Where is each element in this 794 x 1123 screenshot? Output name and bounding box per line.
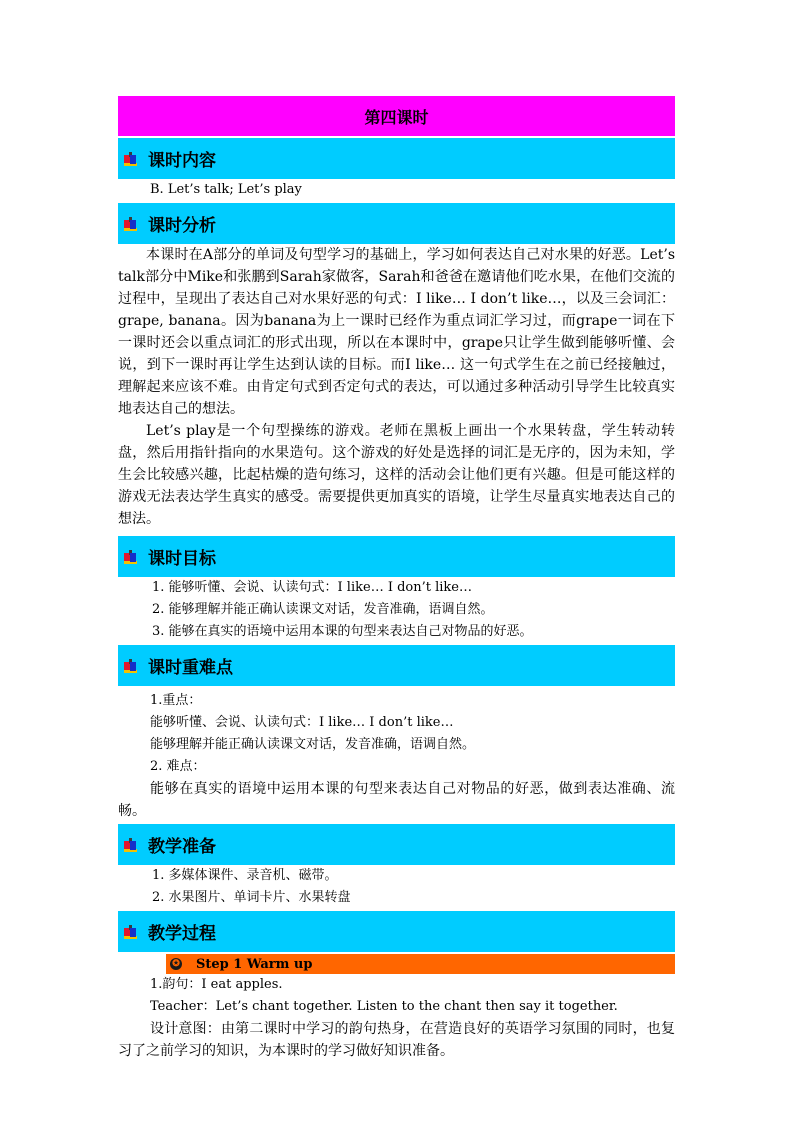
book-icon xyxy=(124,550,138,564)
list-item: 1. 多媒体课件、录音机、磁带。 xyxy=(152,868,338,883)
section-header-key-points xyxy=(118,645,675,686)
page-title: 第四课时 xyxy=(118,96,675,136)
section-heading: 课时内容 xyxy=(148,151,216,171)
section-heading: 课时目标 xyxy=(148,549,216,569)
section-heading: 课时分析 xyxy=(148,216,216,236)
analysis-paragraph-1: 本课时在A部分的单词及句型学习的基础上，学习如何表达自己对水果的好恶。Let’s talk部分中Mike和张鹏到Sarah家做客，Sarah和爸爸在邀请他们吃水果，在他们交流的过程中，呈现出了表达自己对水果好恶的句式：I like… I don’t like…，以及三会词汇：grape, banana。因为banana为上一课时已经作为重点词汇学习过，而grape一词在下一课时还会以重点词汇的形式出现，所以在本课时中，grape只让学生做到能够听懂、会说，到下一课时再让学生达到认读的目标。而I like… 这一句式学生在之前已经接触过，理解起来应该不难。由肯定句式到否定句式的表达，可以通过多种活动引导学生比较真实地表达自己的想法。 xyxy=(118,247,675,417)
book-icon xyxy=(124,659,138,673)
book-icon xyxy=(124,925,138,939)
key-point-label: 1.重点： xyxy=(150,693,202,708)
section-heading: 教学准备 xyxy=(148,837,216,857)
key-point-text: 能够理解并能正确认读课文对话，发音准确，语调自然。 xyxy=(150,737,476,752)
step-label: Step 1 Warm up xyxy=(196,956,313,972)
step-header xyxy=(166,954,675,974)
book-icon xyxy=(124,152,138,166)
section-header-analysis xyxy=(118,203,675,244)
analysis-paragraph-2: Let’s play是一个句型操练的游戏。老师在黑板上画出一个水果转盘，学生转动转盘，然后用指针指向的水果造句。这个游戏的好处是选择的词汇是无序的，因为未知，学生会比较感兴趣，比起枯燥的造句练习，这样的活动会让他们更有兴趣。但是可能这样的游戏无法表达学生真实的感受。需要提供更加真实的语境，让学生尽量真实地表达自己的想法。 xyxy=(118,423,675,527)
section-header-process xyxy=(118,911,675,952)
section-header-content xyxy=(118,138,675,179)
difficult-point-text: 能够在真实的语境中运用本课的句型来表达自己对物品的好恶，做到表达准确、流畅。 xyxy=(118,781,675,819)
list-item: 2. 能够理解并能正确认读课文对话，发音准确，语调自然。 xyxy=(152,602,494,617)
book-icon xyxy=(124,838,138,852)
book-icon xyxy=(124,217,138,231)
process-text: Teacher：Let’s chant together. Listen to the chant then say it together. xyxy=(150,999,618,1014)
list-item: 3. 能够在真实的语境中运用本课的句型来表达自己对物品的好恶。 xyxy=(152,624,533,639)
section-header-preparation xyxy=(118,824,675,865)
process-text: 1.韵句：I eat apples. xyxy=(150,977,283,992)
section-header-goals xyxy=(118,536,675,577)
list-item: 1. 能够听懂、会说、认读句式：I like… I don’t like… xyxy=(152,580,472,595)
section-heading: 课时重难点 xyxy=(148,658,233,678)
content-text: B. Let’s talk; Let’s play xyxy=(150,182,302,197)
section-heading: 教学过程 xyxy=(148,924,216,944)
key-point-text: 能够听懂、会说、认读句式：I like… I don’t like… xyxy=(150,715,454,730)
star-circle-icon: ✪ xyxy=(170,958,182,970)
difficult-point-label: 2. 难点： xyxy=(150,759,206,774)
document-page xyxy=(118,96,675,1062)
design-intent-text: 设计意图：由第二课时中学习的韵句热身，在营造良好的英语学习氛围的同时，也复习了之前学习的知识，为本课时的学习做好知识准备。 xyxy=(118,1021,675,1059)
list-item: 2. 水果图片、单词卡片、水果转盘 xyxy=(152,890,351,905)
